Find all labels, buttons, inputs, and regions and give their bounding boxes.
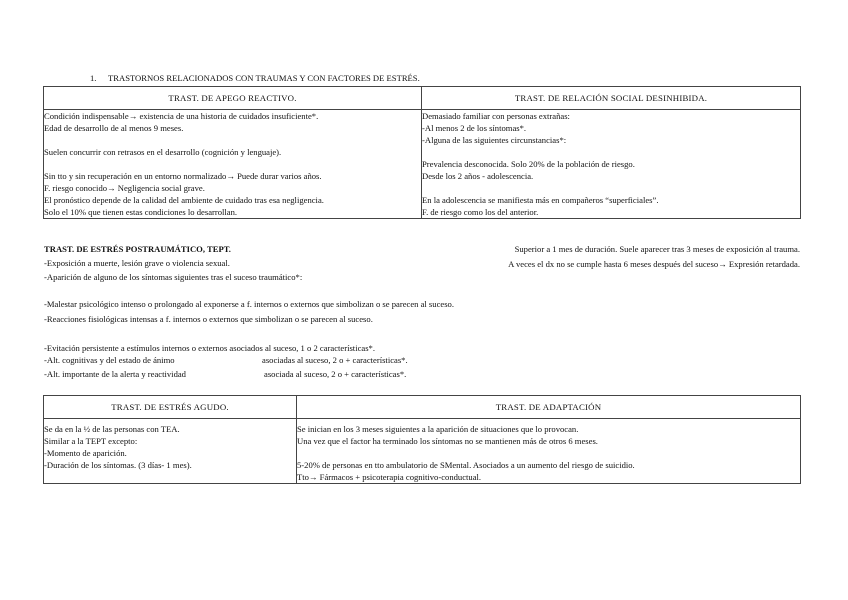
text-line: Se inician en los 3 meses siguientes a la aparición de situaciones que lo provocan. bbox=[297, 424, 579, 434]
text-line bbox=[44, 134, 421, 146]
tept-body bbox=[44, 257, 454, 356]
text-line: F. riesgo conocido→ Negligencia social grave. bbox=[44, 183, 205, 193]
section-title: TRASTORNOS RELACIONADOS CON TRAUMAS Y CON FACTORES DE ESTRÉS. bbox=[108, 73, 420, 83]
text-line bbox=[44, 283, 454, 298]
text-line: Prevalencia desconocida. Solo 20% de la población de riesgo. bbox=[422, 159, 635, 169]
text-line: Desde los 2 años - adolescencia. bbox=[422, 171, 534, 181]
table-trast-apego-relacion bbox=[43, 86, 801, 219]
text-line: -Alguna de las siguientes circunstancias*: bbox=[422, 135, 567, 145]
text-line: -Evitación persistente a estímulos internos o externos asociados al suceso, 1 o 2 características*. bbox=[44, 343, 375, 353]
text-line bbox=[44, 325, 454, 342]
header-estres-agudo: TRAST. DE ESTRÉS AGUDO. bbox=[44, 396, 297, 419]
text-line: Tto→ Fármacos + psicoterapia cognitivo-conductual. bbox=[297, 472, 482, 482]
section-number: 1. bbox=[90, 73, 97, 83]
text-line: -Malestar psicológico intenso o prolongado al exponerse a f. internos o externos que simbolizan o se parecen al suceso. bbox=[44, 299, 454, 309]
tept-split-right: asociada al suceso, 2 o + características*. bbox=[264, 369, 407, 379]
text-line: -Al menos 2 de los síntomas*. bbox=[422, 123, 527, 133]
cell-apego-reactivo bbox=[44, 110, 422, 219]
text-line: -Aparición de alguno de los síntomas siguientes tras el suceso traumático*: bbox=[44, 272, 303, 282]
header-apego-reactivo: TRAST. DE APEGO REACTIVO. bbox=[44, 87, 422, 110]
text-line: F. de riesgo como los del anterior. bbox=[422, 207, 539, 217]
text-line: Suelen concurrir con retrasos en el desarrollo (cognición y lenguaje). bbox=[44, 147, 282, 157]
text-line: -Duración de los síntomas. (3 días- 1 mes). bbox=[44, 460, 192, 470]
header-relacion-social-desinhibida: TRAST. DE RELACIÓN SOCIAL DESINHIBIDA. bbox=[422, 87, 801, 110]
text-line: Se da en la ½ de las personas con TEA. bbox=[44, 424, 180, 434]
text-line: Sin tto y sin recuperación en un entorno normalizado→ Puede durar varios años. bbox=[44, 171, 322, 181]
cell-adaptacion bbox=[297, 419, 801, 484]
text-line bbox=[422, 146, 800, 158]
text-line: Una vez que el factor ha terminado los síntomas no se mantienen más de otros 6 meses. bbox=[297, 436, 598, 446]
text-line: 5-20% de personas en tto ambulatorio de SMental. Asociados a un aumento del riesgo de suicidio. bbox=[297, 460, 635, 470]
text-line bbox=[422, 182, 800, 194]
text-line bbox=[44, 158, 421, 170]
text-line: El pronóstico depende de la calidad del ambiente de cuidado tras esa negligencia. bbox=[44, 195, 324, 205]
text-line: Demasiado familiar con personas extrañas: bbox=[422, 111, 570, 121]
tept-side-note: A veces el dx no se cumple hasta 6 meses después del suceso→ Expresión retardada. bbox=[508, 259, 800, 269]
cell-estres-agudo bbox=[44, 419, 297, 484]
text-line: En la adolescencia se manifiesta más en compañeros “superficiales”. bbox=[422, 195, 659, 205]
text-line: -Exposición a muerte, lesión grave o violencia sexual. bbox=[44, 258, 230, 268]
text-line bbox=[297, 447, 800, 459]
header-adaptacion: TRAST. DE ADAPTACIÓN bbox=[297, 396, 801, 419]
text-line: Solo el 10% que tienen estas condiciones lo desarrollan. bbox=[44, 207, 238, 217]
tept-side-note: Superior a 1 mes de duración. Suele aparecer tras 3 meses de exposición al trauma. bbox=[514, 244, 800, 254]
text-line: Edad de desarrollo de al menos 9 meses. bbox=[44, 123, 184, 133]
tept-split-left: -Alt. cognitivas y del estado de ánimo bbox=[44, 355, 175, 365]
text-line: Condición indispensable→ existencia de una historia de cuidados insuficiente*. bbox=[44, 111, 319, 121]
tept-title: TRAST. DE ESTRÉS POSTRAUMÁTICO, TEPT. bbox=[44, 244, 231, 254]
tept-split-right: asociadas al suceso, 2 o + características*. bbox=[262, 355, 408, 365]
tept-split-left: -Alt. importante de la alerta y reactividad bbox=[44, 369, 186, 379]
cell-relacion-social-desinhibida bbox=[422, 110, 801, 219]
table-estres-agudo-adaptacion bbox=[43, 395, 801, 484]
text-line: Similar a la TEPT excepto: bbox=[44, 436, 138, 446]
text-line: -Reacciones fisiológicas intensas a f. internos o externos que simbolizan o se parecen al suceso. bbox=[44, 314, 373, 324]
text-line: -Momento de aparición. bbox=[44, 448, 127, 458]
